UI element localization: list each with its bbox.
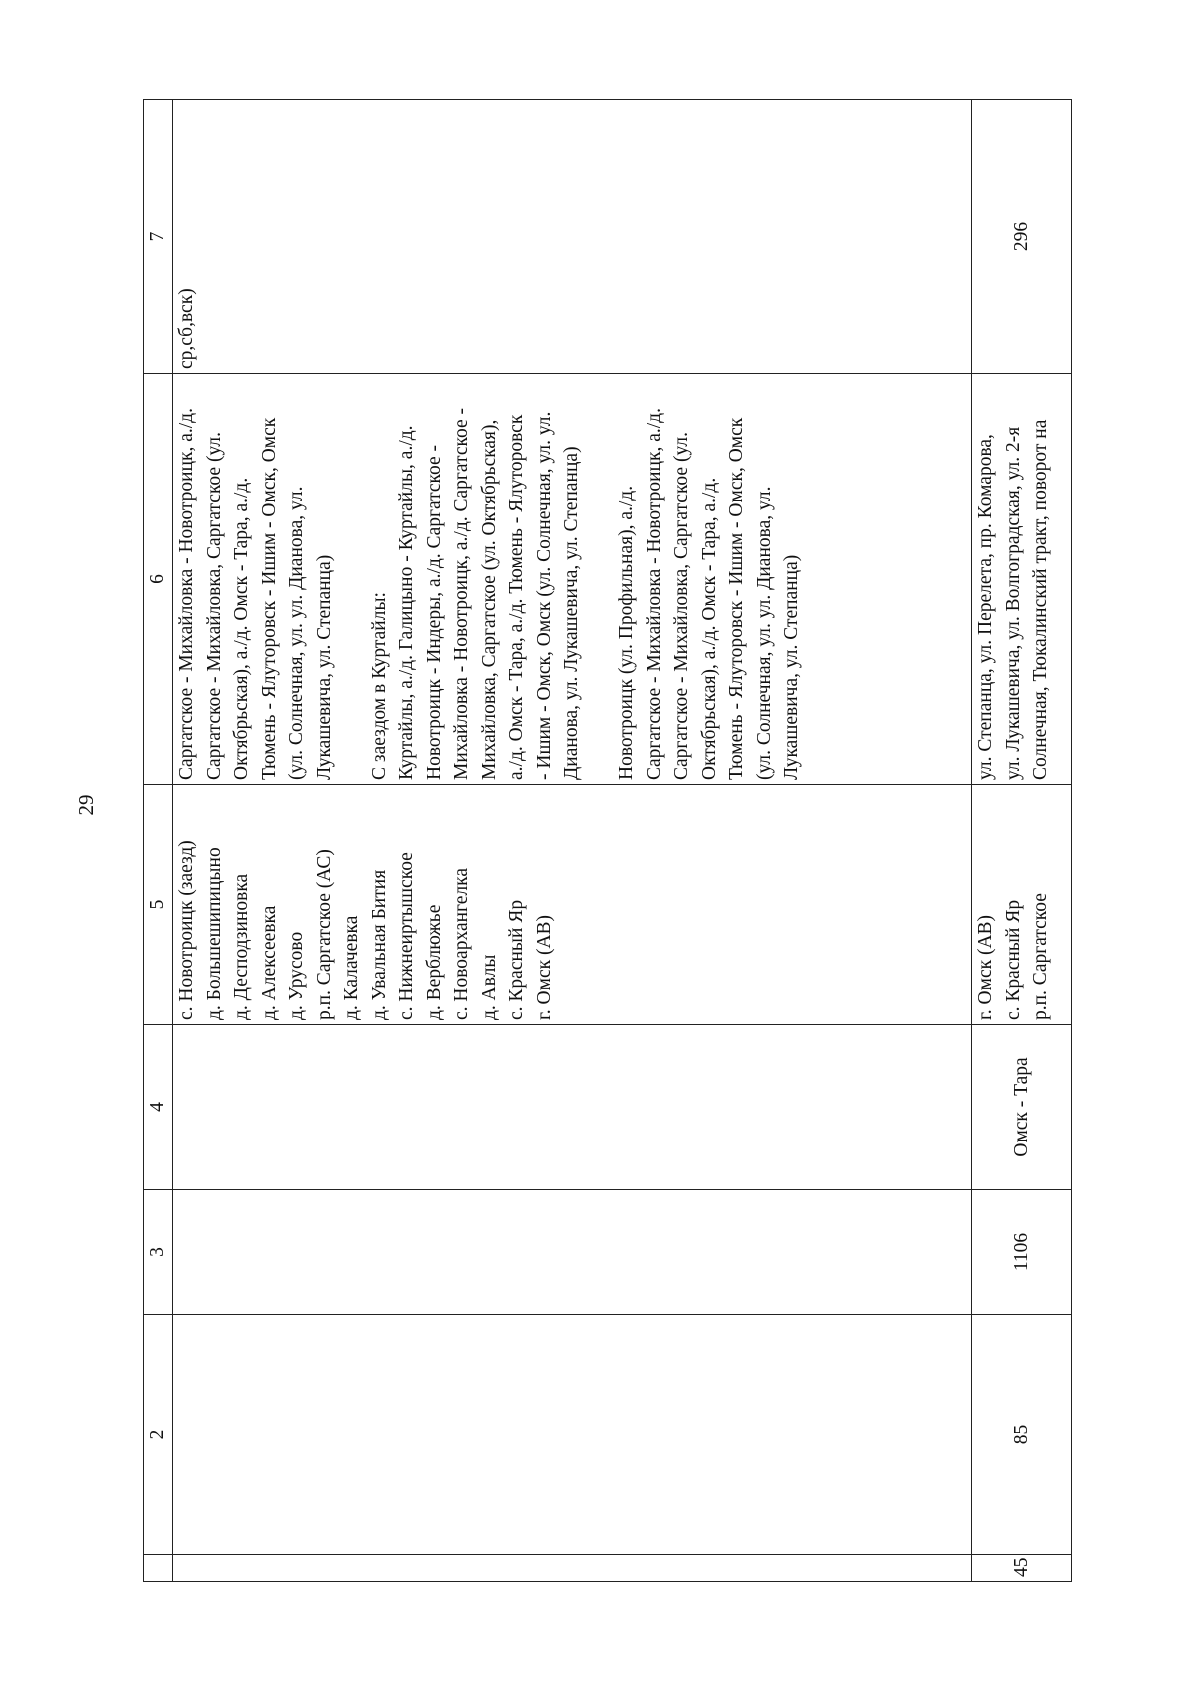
cell-col2 [173, 1315, 972, 1555]
schedule-line: ср,сб,вск) [176, 288, 197, 369]
street-line: Новотроицк - Индеры, а./д. Саргатское - [423, 444, 445, 780]
cell-route-name: Омск - Тара [972, 1025, 1072, 1190]
cell-route-number: 45 [972, 1555, 1072, 1582]
cell-col4 [173, 1025, 972, 1190]
street-line: Михайловка, Саргатское (ул. Октябрьская), [478, 419, 500, 780]
cell-streets [173, 374, 972, 785]
cell-stops [972, 785, 1072, 1025]
table-row [972, 100, 1072, 1582]
street-line: а./д. Омск - Тара, а./д. Тюмень - Ялуторовск [506, 414, 527, 780]
stop-line: г. Омск (АВ) [533, 914, 555, 1020]
stop-line: д. Алексеевка [258, 905, 280, 1020]
street-line: Дианова, ул. Лукашевича, ул. Степанца) [561, 446, 582, 780]
street-line: Октябрьская), а./д. Омск - Тара, а./д. [698, 477, 720, 780]
street-line: С заездом в Куртайлы: [368, 592, 390, 780]
table-row-continued [173, 100, 972, 1582]
street-line: Куртайлы, а./д. Галицыно - Куртайлы, а./д. [396, 425, 417, 780]
cell-col3 [173, 1190, 972, 1315]
cell-col3: 1106 [972, 1190, 1072, 1315]
cell-schedule [173, 100, 972, 374]
cell-route-number [173, 1555, 972, 1582]
stop-line: с. Нижнеиртышское [396, 852, 417, 1020]
stop-line: р.п. Саргатское [1030, 893, 1051, 1020]
stop-line: д. Десподзиновка [231, 873, 252, 1020]
stop-line: д. Авлы [478, 954, 500, 1020]
street-line: Лукашевича, ул. Степанца) [781, 554, 802, 780]
stop-line: д. Урусово [286, 931, 307, 1020]
street-line: Саргатское - Михайловка - Новотроицк, а./д. [176, 408, 197, 780]
street-line: Октябрьская), а./д. Омск - Тара, а./д. [231, 477, 252, 780]
page-number: 29 [74, 794, 98, 816]
cell-col2: 85 [972, 1315, 1072, 1555]
paragraph-gap [338, 378, 366, 780]
street-line: (ул. Солнечная, ул. ул. Дианова, ул. [286, 486, 307, 780]
street-line: Михайловка - Новотроицк, а./д. Саргатское - [451, 408, 472, 780]
stop-line: г. Омск (АВ) [975, 914, 996, 1020]
street-line: ул. Лукашевича, ул. Волгоградская, ул. 2-я [1002, 426, 1024, 780]
street-line: Новотроицк (ул. Профильная), а./д. [616, 485, 637, 780]
street-line: - Ишим - Омск, Омск (ул. Солнечная, ул. ул. [533, 411, 555, 780]
header-cell-6: 6 [144, 374, 173, 785]
street-line: Саргатское - Михайловка - Новотроицк, а./д. [643, 408, 665, 780]
header-cell-4: 4 [144, 1025, 173, 1190]
header-cell-2: 2 [144, 1315, 173, 1555]
street-line: ул. Степанца, ул. Перелета, пр. Комарова, [975, 434, 996, 780]
street-line: Лукашевича, ул. Степанца) [313, 554, 335, 780]
cell-streets [972, 374, 1072, 785]
header-cell-7: 7 [144, 100, 173, 374]
paragraph-gap [586, 378, 614, 780]
street-line: Саргатское - Михайловка, Саргатское (ул. [203, 432, 225, 780]
stop-line: д. Верблюжье [423, 904, 445, 1020]
stop-line: д. Увальная Бития [368, 869, 390, 1020]
stop-line: с. Красный Яр [506, 899, 527, 1020]
stop-line: с. Красный Яр [1002, 899, 1024, 1020]
street-line: Тюмень - Ялуторовск - Ишим - Омск, Омск [258, 417, 280, 780]
stop-line: д. Калачевка [341, 915, 362, 1020]
street-line: Тюмень - Ялуторовск - Ишим - Омск, Омск [726, 417, 747, 780]
street-line: Саргатское - Михайловка, Саргатское (ул. [671, 432, 692, 780]
stop-line: с. Новотроицк (заезд) [176, 840, 197, 1020]
stop-line: с. Новоархангелка [451, 867, 472, 1020]
stop-line: д. Большешипицыно [203, 847, 225, 1020]
street-line: (ул. Солнечная, ул. ул. Дианова, ул. [753, 486, 775, 780]
route-table [143, 99, 1072, 1582]
header-cell-3: 3 [144, 1190, 173, 1315]
cell-stops [173, 785, 972, 1025]
header-cell-5: 5 [144, 785, 173, 1025]
cell-schedule: 296 [972, 100, 1072, 374]
street-line: Солнечная, Тюкалинский тракт, поворот на [1030, 419, 1051, 780]
header-row [144, 100, 173, 1582]
stop-line: р.п. Саргатское (АС) [313, 849, 335, 1020]
header-cell-1 [144, 1555, 173, 1582]
rotated-table-container [143, 100, 1070, 1582]
